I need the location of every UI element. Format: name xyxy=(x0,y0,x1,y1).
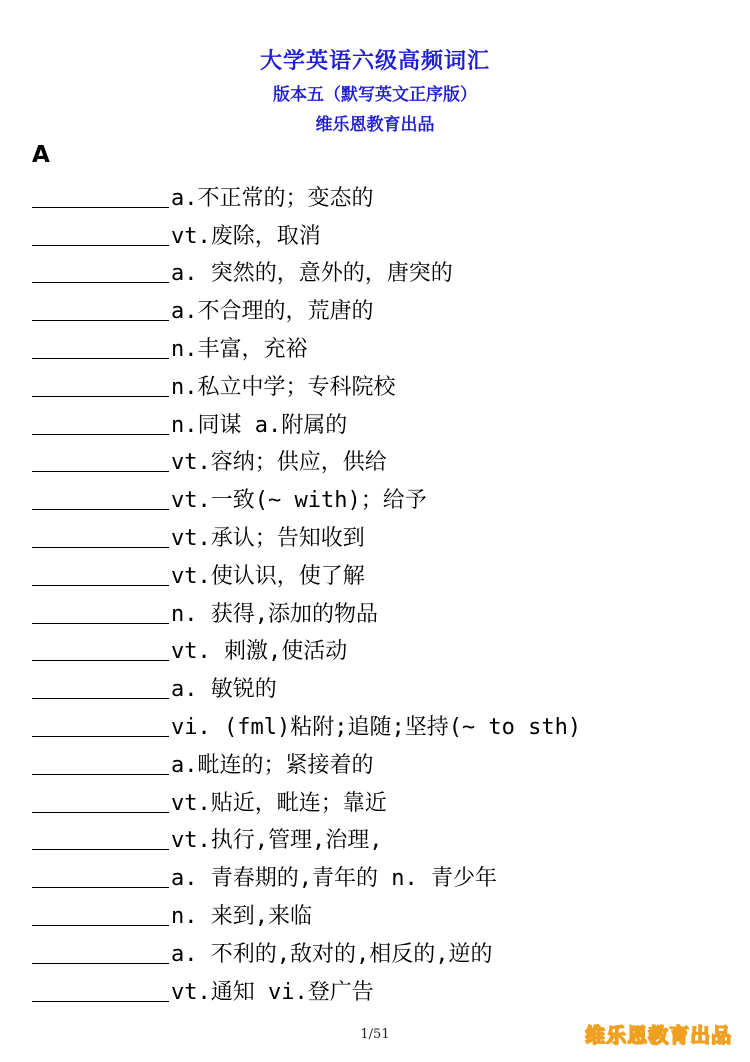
definition-text: n.同谋 a.附属的 xyxy=(171,412,348,438)
definition-text: a. 敏锐的 xyxy=(171,677,277,703)
answer-blank xyxy=(32,615,169,624)
vocab-row xyxy=(32,970,732,1008)
answer-blank xyxy=(32,312,169,321)
vocab-row xyxy=(32,630,732,668)
answer-blank xyxy=(32,841,169,850)
vocab-row xyxy=(32,289,732,327)
definition-text: vt.容纳；供应，供给 xyxy=(171,450,387,476)
vocab-row xyxy=(32,441,732,479)
answer-blank xyxy=(32,917,169,926)
answer-blank xyxy=(32,463,169,472)
definition-text: a.毗连的；紧接着的 xyxy=(171,752,374,778)
vocab-row xyxy=(32,705,732,743)
vocab-row xyxy=(32,667,732,705)
definition-text: vt. 刺激,使活动 xyxy=(171,639,348,665)
definition-text: vt.一致(~ with)；给予 xyxy=(171,488,427,514)
vocab-row xyxy=(32,365,732,403)
vocab-row xyxy=(32,252,732,290)
watermark-logo: 维乐恩教育出品 xyxy=(585,1023,732,1047)
answer-blank xyxy=(32,237,169,246)
definition-text: vt.废除，取消 xyxy=(171,223,321,249)
definition-text: a. 不利的,敌对的,相反的,逆的 xyxy=(171,941,493,967)
answer-blank xyxy=(32,199,169,208)
definition-text: vt.贴近，毗连；靠近 xyxy=(171,790,387,816)
definition-text: n. 来到,来临 xyxy=(171,903,312,929)
vocab-row xyxy=(32,932,732,970)
vocab-row xyxy=(32,176,732,214)
definition-text: vt.使认识，使了解 xyxy=(171,563,365,589)
vocab-row xyxy=(32,743,732,781)
answer-blank xyxy=(32,993,169,1002)
vocab-row xyxy=(32,327,732,365)
page-subtitle: 版本五（默写英文正序版） xyxy=(273,85,477,105)
page-number: 1/51 xyxy=(360,1027,390,1042)
answer-blank xyxy=(32,804,169,813)
page-title: 大学英语六级高频词汇 xyxy=(259,49,490,74)
answer-blank xyxy=(32,501,169,510)
answer-blank xyxy=(32,539,169,548)
answer-blank xyxy=(32,955,169,964)
vocab-list xyxy=(32,176,732,1008)
answer-blank xyxy=(32,728,169,737)
answer-blank xyxy=(32,388,169,397)
answer-blank xyxy=(32,766,169,775)
answer-blank xyxy=(32,690,169,699)
definition-text: a. 青春期的,青年的 n. 青少年 xyxy=(171,866,497,892)
vocab-row xyxy=(32,516,732,554)
vocab-row xyxy=(32,894,732,932)
definition-text: vt.通知 vi.登广告 xyxy=(171,979,374,1005)
vocab-row xyxy=(32,856,732,894)
definition-text: a.不合理的，荒唐的 xyxy=(171,299,374,325)
answer-blank xyxy=(32,879,169,888)
definition-text: a.不正常的；变态的 xyxy=(171,185,374,211)
definition-text: vi. (fml)粘附;追随;坚持(~ to sth) xyxy=(171,714,582,740)
answer-blank xyxy=(32,652,169,661)
definition-text: n.私立中学；专科院校 xyxy=(171,374,396,400)
vocab-row xyxy=(32,554,732,592)
vocab-row xyxy=(32,819,732,857)
definition-text: a. 突然的，意外的，唐突的 xyxy=(171,261,453,287)
vocab-row xyxy=(32,592,732,630)
definition-text: n. 获得,添加的物品 xyxy=(171,601,378,627)
definition-text: vt.执行,管理,治理, xyxy=(171,828,383,854)
section-heading: A xyxy=(32,142,50,168)
answer-blank xyxy=(32,426,169,435)
answer-blank xyxy=(32,577,169,586)
answer-blank xyxy=(32,350,169,359)
answer-blank xyxy=(32,274,169,283)
definition-text: vt.承认；告知收到 xyxy=(171,525,365,551)
vocab-row xyxy=(32,214,732,252)
vocab-row xyxy=(32,478,732,516)
vocab-row xyxy=(32,781,732,819)
vocab-row xyxy=(32,403,732,441)
definition-text: n.丰富，充裕 xyxy=(171,336,308,362)
publisher-label: 维乐恩教育出品 xyxy=(315,115,435,135)
